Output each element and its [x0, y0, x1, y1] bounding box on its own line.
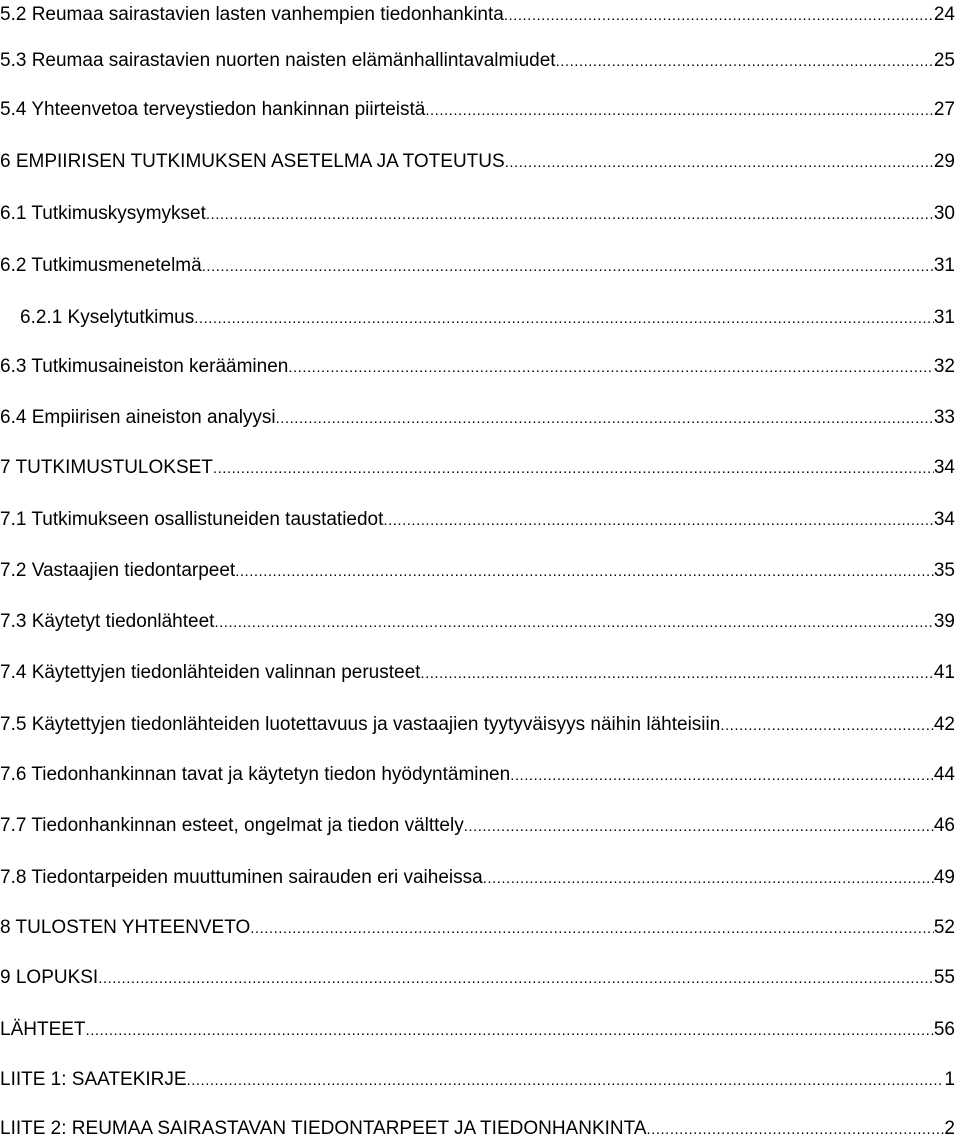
toc-entry-page: 39	[933, 611, 955, 632]
toc-entry-title: 7.1 Tutkimukseen osallistuneiden taustatiedot	[0, 509, 384, 530]
toc-leader-dots	[425, 100, 934, 122]
toc-leader-dots	[86, 1020, 934, 1042]
toc-entry[interactable]	[0, 50, 955, 73]
toc-leader-dots	[720, 715, 934, 737]
toc-leader-dots	[202, 256, 934, 278]
toc-leader-dots	[213, 458, 934, 480]
toc-entry[interactable]	[0, 662, 955, 685]
toc-entry-page: 25	[933, 50, 955, 71]
toc-leader-dots	[510, 765, 934, 787]
toc-entry-page: 44	[933, 764, 955, 785]
toc-leader-dots	[383, 510, 933, 532]
toc-entry[interactable]	[0, 255, 955, 278]
toc-entry-page: 42	[933, 714, 955, 735]
toc-leader-dots	[556, 51, 934, 73]
toc-entry-title: 7.4 Käytettyjen tiedonlähteiden valinnan perusteet	[0, 662, 421, 683]
toc-entry[interactable]	[0, 356, 955, 379]
toc-leader-dots	[504, 5, 934, 27]
toc-leader-dots	[276, 408, 934, 430]
toc-leader-dots	[98, 968, 934, 990]
toc-entry[interactable]	[0, 714, 955, 737]
toc-leader-dots	[505, 152, 934, 174]
toc-entry-title: 6.2 Tutkimusmenetelmä	[0, 255, 202, 276]
toc-entry-title: 7.3 Käytetyt tiedonlähteet	[0, 611, 215, 632]
toc-entry-title: 8 TULOSTEN YHTEENVETO	[0, 917, 251, 938]
toc-entry-title: 6 EMPIIRISEN TUTKIMUKSEN ASETELMA JA TOTEUTUS	[0, 151, 505, 172]
toc-entry-title: 5.4 Yhteenvetoa terveystiedon hankinnan piirteistä	[0, 99, 426, 120]
toc-entry-page: 46	[933, 815, 955, 836]
toc-entry[interactable]	[0, 99, 955, 122]
toc-entry-title: 7.6 Tiedonhankinnan tavat ja käytetyn tiedon hyödyntäminen	[0, 764, 511, 785]
toc-entry[interactable]	[0, 1069, 955, 1092]
toc-entry[interactable]	[0, 1118, 955, 1141]
toc-entry-page: 35	[933, 560, 955, 581]
toc-entry-title: LIITE 1: SAATEKIRJE	[0, 1069, 187, 1090]
toc-entry-title: 6.1 Tutkimuskysymykset	[0, 203, 206, 224]
toc-entry-page: 41	[933, 662, 955, 683]
toc-leader-dots	[464, 816, 934, 838]
toc-entry-title: 7.7 Tiedonhankinnan esteet, ongelmat ja tiedon välttely	[0, 815, 464, 836]
toc-entry[interactable]	[0, 203, 955, 226]
toc-entry[interactable]	[0, 4, 955, 27]
toc-entry[interactable]	[0, 764, 955, 787]
toc-leader-dots	[194, 308, 934, 330]
toc-entry-page: 30	[933, 203, 955, 224]
toc-entry[interactable]	[0, 307, 955, 330]
toc-entry-title: 6.4 Empiirisen aineiston analyysi	[0, 407, 276, 428]
toc-entry-page: 31	[933, 255, 955, 276]
toc-entry-title: LIITE 2: REUMAA SAIRASTAVAN TIEDONTARPEET JA TIEDONHANKINTA	[0, 1118, 647, 1139]
toc-entry-page: 1	[944, 1069, 955, 1090]
toc-entry[interactable]	[0, 457, 955, 480]
toc-entry[interactable]	[0, 611, 955, 634]
toc-leader-dots	[483, 868, 934, 890]
toc-entry-page: 24	[933, 4, 955, 25]
toc-entry-page: 32	[933, 356, 955, 377]
toc-entry[interactable]	[0, 407, 955, 430]
toc-leader-dots	[647, 1119, 945, 1141]
toc-entry-page: 56	[933, 1019, 955, 1040]
toc-entry-title: 6.3 Tutkimusaineiston kerääminen	[0, 356, 289, 377]
toc-entry-page: 52	[933, 917, 955, 938]
toc-entry-title: 6.2.1 Kyselytutkimus	[20, 307, 195, 328]
toc-entry[interactable]	[0, 815, 955, 838]
toc-entry-page: 34	[933, 509, 955, 530]
toc-leader-dots	[214, 612, 933, 634]
toc-leader-dots	[288, 357, 934, 379]
toc-leader-dots	[235, 561, 934, 583]
toc-entry-title: 9 LOPUKSI	[0, 967, 99, 988]
toc-entry-page: 31	[933, 307, 955, 328]
toc-leader-dots	[206, 204, 934, 226]
toc-entry-title: 5.2 Reumaa sairastavien lasten vanhempien tiedonhankinta	[0, 4, 504, 25]
toc-entry-page: 34	[933, 457, 955, 478]
toc-leader-dots	[187, 1070, 945, 1092]
toc-leader-dots	[420, 663, 933, 685]
toc-leader-dots	[250, 918, 934, 940]
toc-entry-page: 29	[933, 151, 955, 172]
toc-entry-page: 49	[933, 867, 955, 888]
toc-entry[interactable]	[0, 917, 955, 940]
toc-entry-page: 33	[933, 407, 955, 428]
toc-entry-title: LÄHTEET	[0, 1019, 86, 1040]
toc-entry[interactable]	[0, 867, 955, 890]
toc-entry-page: 2	[944, 1118, 955, 1139]
toc-entry[interactable]	[0, 151, 955, 174]
toc-entry-title: 7 TUTKIMUSTULOKSET	[0, 457, 213, 478]
toc-entry-page: 27	[933, 99, 955, 120]
toc-entry[interactable]	[0, 967, 955, 990]
toc-entry[interactable]	[0, 560, 955, 583]
toc-entry[interactable]	[0, 509, 955, 532]
toc-entry-title: 5.3 Reumaa sairastavien nuorten naisten elämänhallintavalmiudet	[0, 50, 556, 71]
toc-entry[interactable]	[0, 1019, 955, 1042]
toc-entry-title: 7.8 Tiedontarpeiden muuttuminen sairauden eri vaiheissa	[0, 867, 483, 888]
toc-entry-title: 7.5 Käytettyjen tiedonlähteiden luotettavuus ja vastaajien tyytyväisyys näihin lähteisiin	[0, 714, 721, 735]
toc-entry-title: 7.2 Vastaajien tiedontarpeet	[0, 560, 236, 581]
toc-entry-page: 55	[933, 967, 955, 988]
